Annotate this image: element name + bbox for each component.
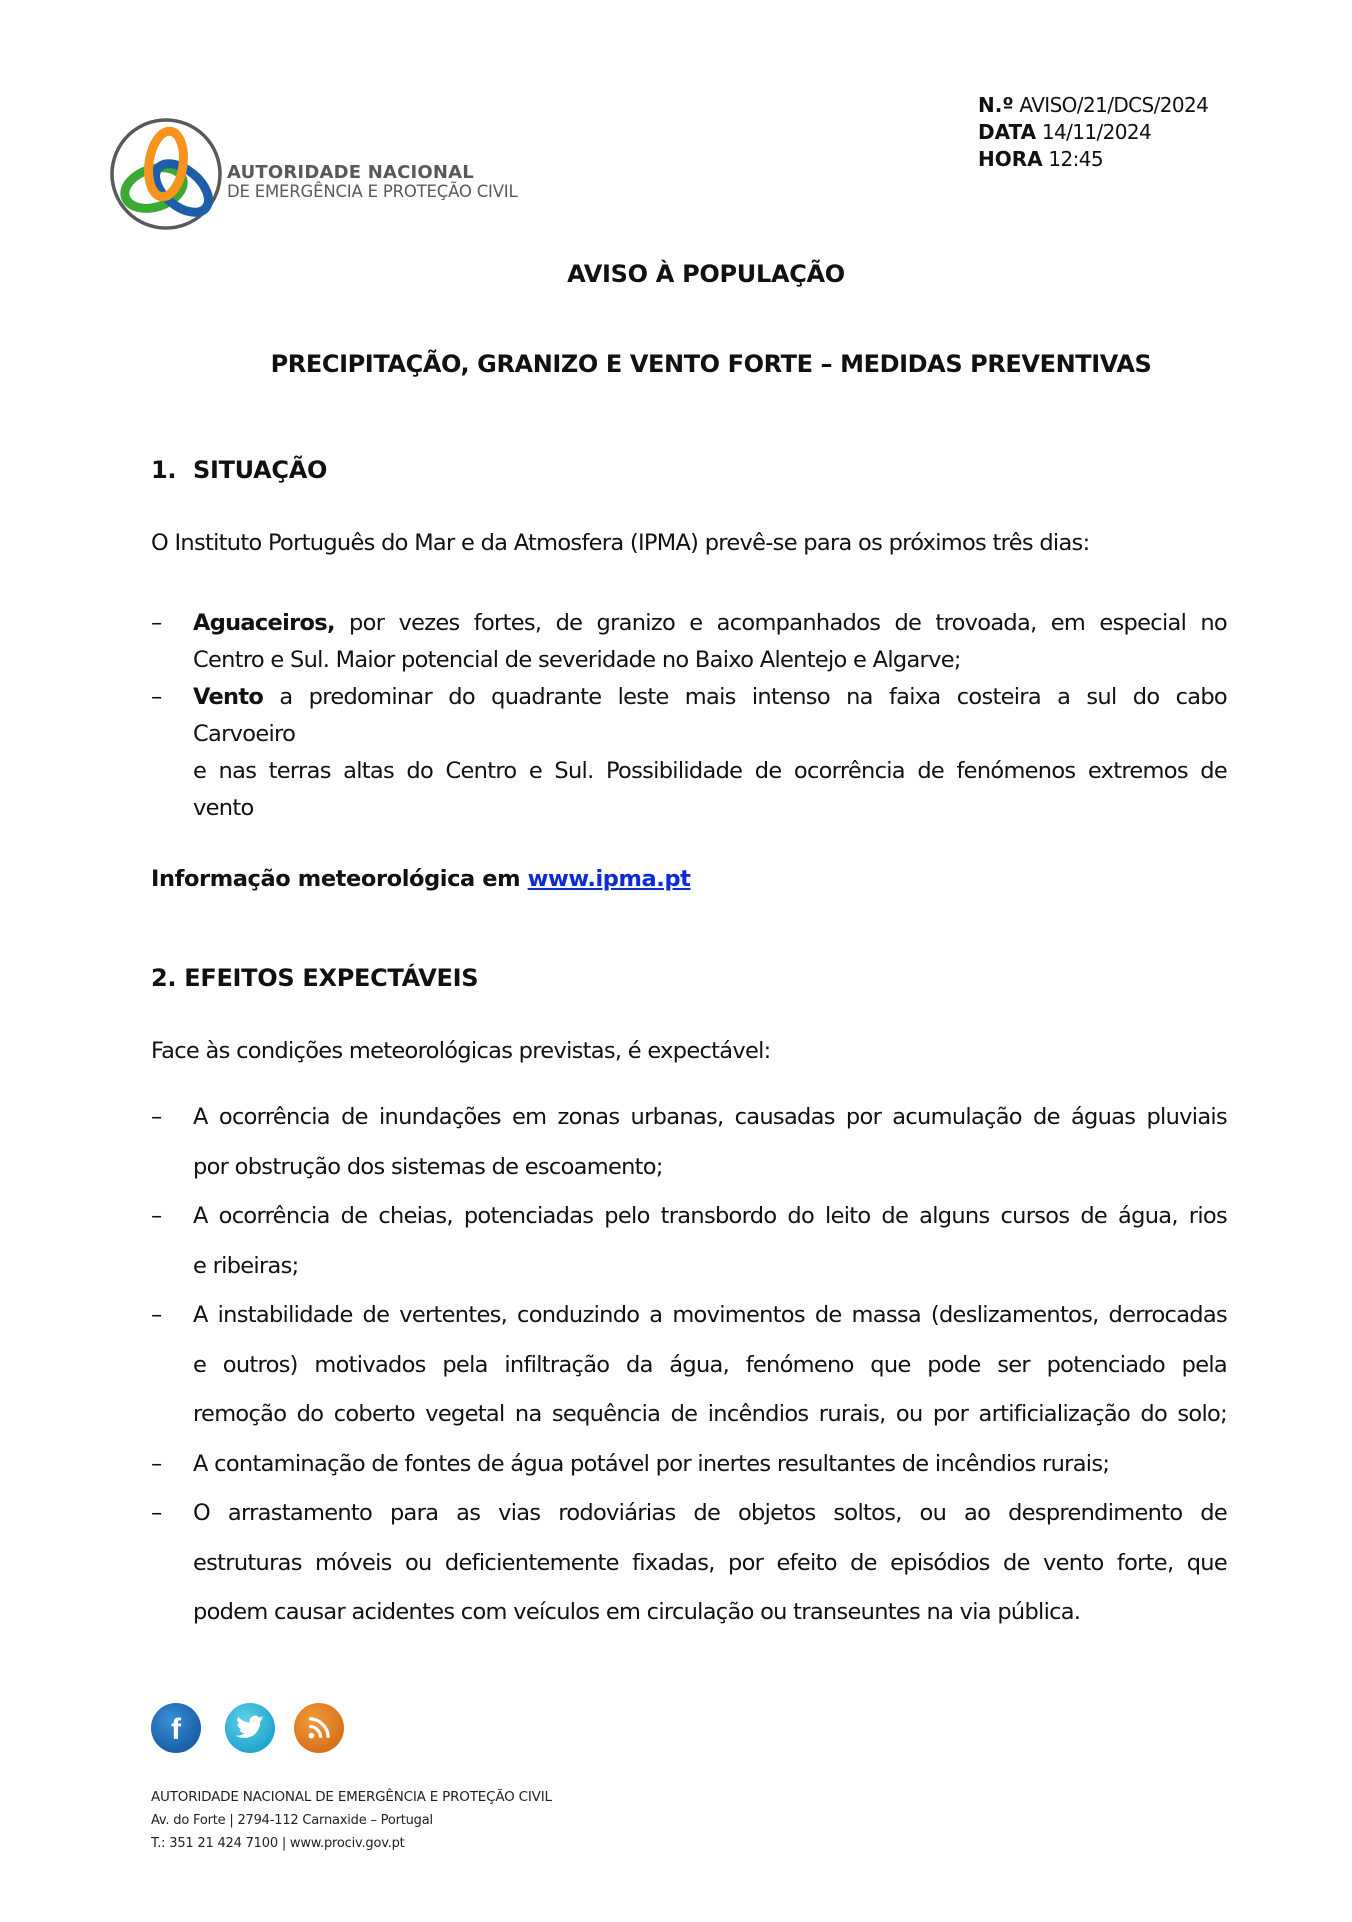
weather-info-line: Informação meteorológica em www.ipma.pt [151, 866, 691, 892]
section-2-heading: 2. EFEITOS EXPECTÁVEIS [151, 964, 479, 992]
section-1-heading [151, 456, 327, 484]
facebook-icon: f [171, 1713, 181, 1746]
item-keyword: Aguaceiros, [193, 610, 335, 636]
reference-block [978, 92, 1208, 173]
twitter-button[interactable] [225, 1703, 275, 1753]
section-1-list [151, 605, 1227, 827]
list-item: – Aguaceiros, por vezes fortes, de granizo e acompanhados de trovoada, em especial no Centro e Sul. Maior potencial de severidade no Baixo Alentejo e Algarve; [151, 605, 1227, 679]
list-item: – O arrastamento para as vias rodoviárias de objetos soltos, ou ao desprendimento de estruturas móveis ou deficientemente fixadas, por efeito de episódios de vento forte, que podem causar acidentes com veículos em circulação ou transeuntes na via pública. [151, 1489, 1227, 1638]
rss-button[interactable] [294, 1703, 344, 1753]
anepc-trefoil-logo-icon [108, 116, 224, 232]
section-2-list [151, 1093, 1227, 1638]
reference-time: HORA 12:45 [978, 147, 1104, 171]
document-title: AVISO À POPULAÇÃO [567, 260, 845, 288]
reference-number: N.º AVISO/21/DCS/2024 [978, 93, 1209, 117]
list-item: – A contaminação de fontes de água potável por inertes resultantes de incêndios rurais; [151, 1440, 1227, 1490]
document-subtitle: PRECIPITAÇÃO, GRANIZO E VENTO FORTE – MEDIDAS PREVENTIVAS [270, 350, 1152, 378]
section-1-intro: O Instituto Português do Mar e da Atmosfera (IPMA) prevê-se para os próximos três dias: [151, 530, 1090, 556]
list-item: – A ocorrência de inundações em zonas urbanas, causadas por acumulação de águas pluviais por obstrução dos sistemas de escoamento; [151, 1093, 1227, 1192]
bullet-dash: – [151, 1302, 162, 1328]
anepc-logo [108, 116, 224, 232]
ipma-link[interactable]: www.ipma.pt [527, 866, 691, 892]
list-item: – Vento a predominar do quadrante leste mais intenso na faixa costeira a sul do cabo Carvoeiro e nas terras altas do Centro e Sul. Possibilidade de ocorrência de fenómenos extremos de vento [151, 679, 1227, 827]
bullet-dash: – [151, 610, 162, 636]
bullet-dash: – [151, 1104, 162, 1130]
list-item: – A instabilidade de vertentes, conduzindo a movimentos de massa (deslizamentos, derrocadas e outros) motivados pela infiltração da água, fenómeno que pode ser potenciado pela remoção do coberto vegetal na sequência de incêndios rurais, ou por artificialização do solo; [151, 1291, 1227, 1440]
list-item: – A ocorrência de cheias, potenciadas pelo transbordo do leito de alguns cursos de água, rios e ribeiras; [151, 1192, 1227, 1291]
footer-org-name: AUTORIDADE NACIONAL DE EMERGÊNCIA E PROTEÇÃO CIVIL [151, 1789, 552, 1805]
bullet-dash: – [151, 1450, 162, 1477]
footer [151, 1786, 552, 1855]
section-1-number: 1. [151, 456, 177, 484]
logo-org-line2: DE EMERGÊNCIA E PROTEÇÃO CIVIL [227, 182, 518, 201]
twitter-icon [235, 1715, 265, 1741]
reference-date: DATA 14/11/2024 [978, 120, 1152, 144]
footer-contact: T.: 351 21 424 7100 | www.prociv.gov.pt [151, 1836, 405, 1851]
section-2-intro: Face às condições meteorológicas previstas, é expectável: [151, 1038, 771, 1064]
logo-text [227, 163, 517, 201]
item-keyword: Vento [193, 684, 264, 710]
bullet-dash: – [151, 684, 162, 710]
facebook-button[interactable] [151, 1703, 201, 1753]
bullet-dash: – [151, 1500, 162, 1526]
footer-address: Av. do Forte | 2794-112 Carnaxide – Portugal [151, 1813, 433, 1828]
rss-icon [306, 1715, 332, 1741]
bullet-dash: – [151, 1203, 162, 1229]
section-1-title: SITUAÇÃO [193, 456, 328, 484]
logo-org-line1: AUTORIDADE NACIONAL [227, 162, 474, 183]
